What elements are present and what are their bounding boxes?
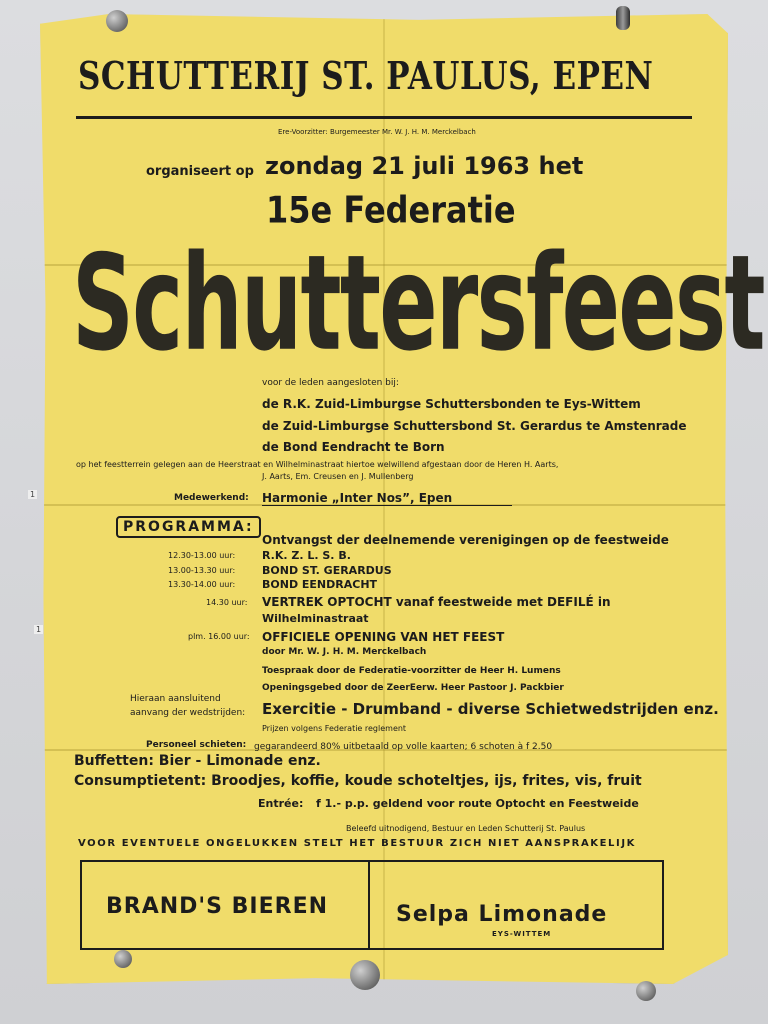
organizes-prefix: organiseert op [146,164,254,179]
parade-time: 14.30 uur: [206,598,248,607]
disclaimer-notice: VOOR EVENTUELE ONGELUKKEN STELT HET BESTUUR ZICH NIET AANSPRAKELIJK [78,838,637,849]
cooperating-value: Harmonie „Inter Nos”, Epen [262,491,512,506]
schedule-event: BOND ST. GERARDUS [262,564,392,577]
date-line: zondag 21 juli 1963 het [265,152,584,180]
competitions-label: Hieraan aansluitend [130,694,221,704]
buffets: Buffetten: Bier - Limonade enz. [74,753,321,769]
terrain-line: op het feestterrein gelegen aan de Heerstraat en Wilhelminastraat hiertoe welwillend afgestaan door de Heren H. Aarts, [76,460,559,469]
members-intro: voor de leden aangesloten bij: [262,378,399,388]
header-rule [76,116,692,119]
honorary-chair: Ere-Voorzitter: Burgemeester Mr. W. J. H. M. Merckelbach [278,128,476,136]
terrain-line: J. Aarts, Em. Creusen en J. Mullenberg [262,472,414,481]
schedule-time: 13.30-14.00 uur: [168,580,236,589]
advertisement-box [80,860,664,950]
programme-intro: Ontvangst der deelnemende verenigingen op de feestweide [262,533,669,547]
ad-brands-bieren: BRAND'S BIEREN [106,894,329,919]
staff-label: Personeel schieten: [146,740,247,750]
competitions: Exercitie - Drumband - diverse Schietwedstrijden enz. [262,700,719,718]
parade-line: Wilhelminastraat [262,612,369,625]
poster-header: SCHUTTERIJ ST. PAULUS, EPEN [78,54,654,99]
prayer: Openingsgebed door de ZeerEerw. Heer Pastoor J. Packbier [262,683,564,693]
opening-time: plm. 16.00 uur: [188,632,250,641]
thumbtack-icon [636,981,656,1001]
speech: Toespraak door de Federatie-voorzitter de Heer H. Lumens [262,666,561,676]
entry-value: f 1.- p.p. geldend voor route Optocht en Feestweide [316,797,639,810]
consumptions: Consumptietent: Broodjes, koffie, koude schoteltjes, ijs, frites, vis, fruit [74,773,642,789]
federation-item: de Zuid-Limburgse Schuttersbond St. Gerardus te Amstenrade [262,419,687,433]
prizes: Prijzen volgens Federatie reglement [262,724,407,733]
schedule-event: R.K. Z. L. S. B. [262,549,351,562]
schedule-time: 13.00-13.30 uur: [168,566,236,575]
parade-line: VERTREK OPTOCHT vanaf feestweide met DEFILÉ in [262,595,611,609]
thumbtack-icon [616,6,630,30]
opening-by: door Mr. W. J. H. M. Merckelbach [262,647,427,657]
thumbtack-icon [114,950,132,968]
thumbtack-icon [350,960,380,990]
ad-selpa-limonade: Selpa Limonade [396,902,608,927]
cooperating-label: Medewerkend: [174,493,249,503]
programme-label: PROGRAMMA: [116,516,261,538]
schedule-event: BOND EENDRACHT [262,578,378,591]
federation-item: de R.K. Zuid-Limburgse Schuttersbonden te Eys-Wittem [262,397,641,411]
opening-title: OFFICIELE OPENING VAN HET FEEST [262,630,505,644]
invitation: Beleefd uitnodigend, Bestuur en Leden Schutterij St. Paulus [346,824,586,833]
ad-selpa-location: EYS-WITTEM [492,930,552,938]
federation-item: de Bond Eendracht te Born [262,440,445,454]
edition: 15e Federatie [266,188,516,232]
entry-label: Entrée: [258,797,304,810]
schedule-time: 12.30-13.00 uur: [168,551,236,560]
wall-label-b: 1 [36,625,42,634]
wall-label-a: 1 [30,490,36,499]
thumbtack-icon [106,10,128,32]
ad-divider [368,862,370,948]
competitions-label: aanvang der wedstrijden: [130,708,246,718]
staff-value: gegarandeerd 80% uitbetaald op volle kaarten; 6 schoten à f 2.50 [254,742,553,752]
poster-title: Schuttersfeest [72,226,764,381]
